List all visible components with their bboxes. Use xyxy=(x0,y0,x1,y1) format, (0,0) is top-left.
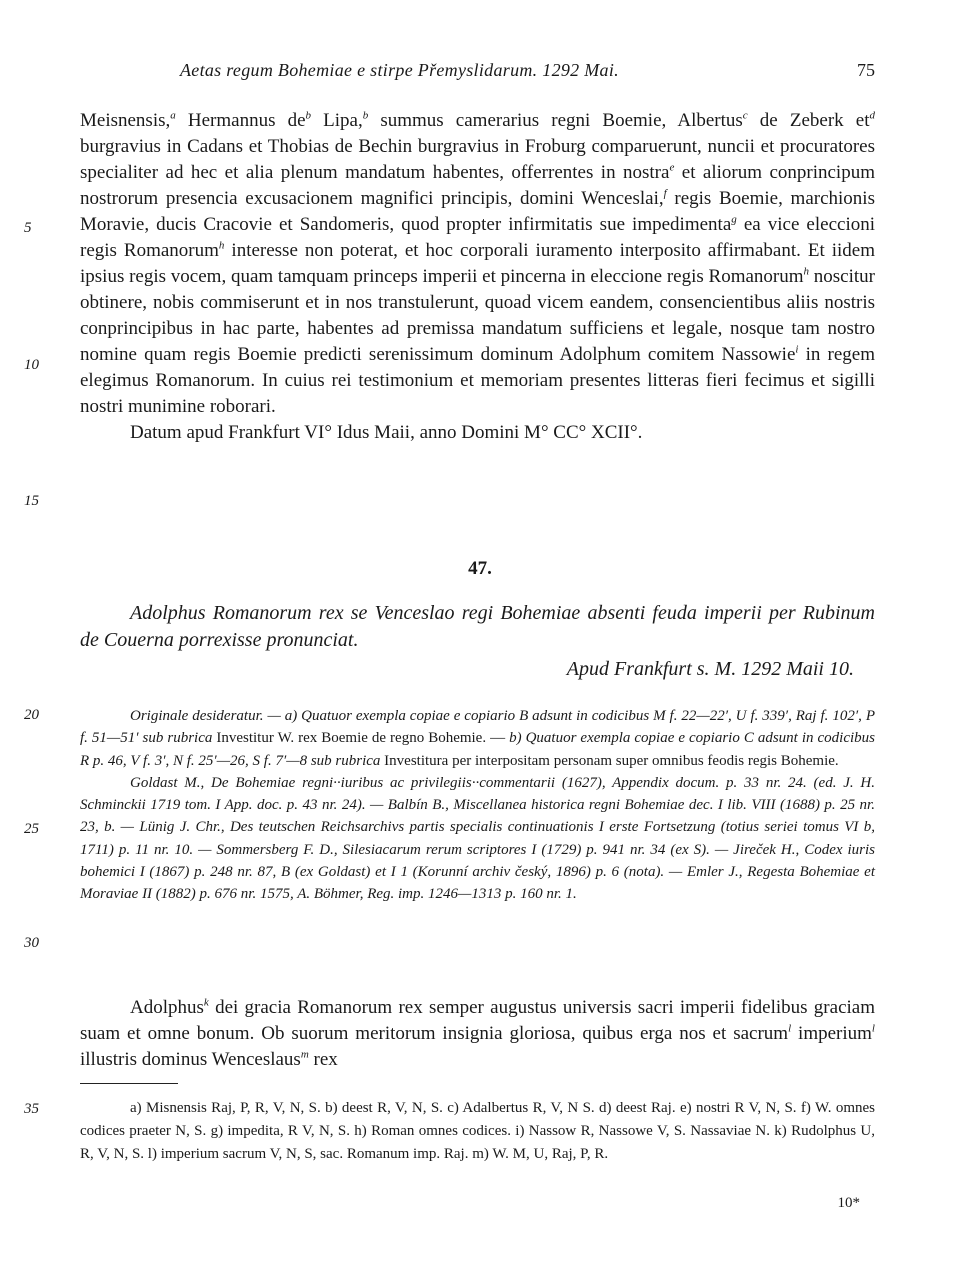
document-date: Apud Frankfurt s. M. 1292 Maii 10. xyxy=(566,658,854,680)
line-number: 15 xyxy=(24,493,39,509)
line-number: 25 xyxy=(24,821,39,837)
datum-line: Datum apud Frankfurt VI° Idus Maii, anno Domini M° CC° XCII°. xyxy=(130,422,643,443)
apparatus-sources: Originale desideratur. — a) Quatuor exempla copiae e copiario B adsunt in codicibus M f. 22—22′, U f. 339′, Raj f. 102′, P f. 51—51′ sub rubrica Investitur W. rex Boemie de regno Bohemie. — b) Quatuor exempla copiae e copiario C adsunt in codicibus R p. 46, V f. 3′, N f. 25′—26, S f. 7′—8 sub rubrica Investitura per interpositam personam super omnibus feodis regis Bohemie. xyxy=(80,708,875,769)
page-number: 75 xyxy=(857,60,875,80)
line-number: 10 xyxy=(24,357,39,373)
footnote-divider xyxy=(80,1083,178,1084)
apparatus-editions: Goldast M., De Bohemiae regni··iuribus ac privilegiis··commentarii (1627), Appendix docum. p. 33 nr. 24. (ed. J. H. Schminckii 1719 tom. I App. doc. p. 43 nr. 24). — Balbín B., Miscellanea historica regni Bohemiae dec. I lib. VIII (1688) p. 25 nr. 23, b. — Lünig J. Chr., Des teutschen Reichsarchivs partis specialis continuationis I erste Fortsetzung (totius seriei tomus VI b, 1711) p. 11 nr. 10. — Sommersberg F. D., Silesiacarum rerum scriptores I (1729) p. 941 nr. 34 (ex S). — Jireček H., Codex iuris bohemici I (1867) p. 248 nr. 87, B (ex Goldast) et I 1 (Korunní archiv český, 1896) p. 6 (nota). — Emler J., Regesta Bohemiae et Moraviae II (1882) p. 676 nr. 1575, A. Böhmer, Reg. imp. 1246—1313 p. 160 nr. 1. xyxy=(80,774,875,903)
footnote-list: a) Misnensis Raj, P, R, V, N, S. b) deest R, V, N, S. c) Adalbertus R, V, N S. d) deest Raj. e) nostri R V, N, S. f) W. omnes codices praeter N, S. g) impedita, R V, N, S. h) Roman omnes codices. i) Nassow R, Nassowe V, S. Nassaviae N. k) Rudolphus U, R, V, N, S. l) imperium sacrum V, N, S, sac. Romanum imp. Raj. m) W. M, U, Raj, P, R. xyxy=(80,1100,875,1162)
critical-apparatus xyxy=(80,705,875,906)
document-title: Adolphus Romanorum rex se Venceslao regi Bohemiae absenti feuda imperii per Rubinum de Couerna porrexisse pronunciat. xyxy=(80,602,875,651)
page-header xyxy=(80,60,875,90)
running-title: Aetas regum Bohemiae e stirpe Přemyslidarum. 1292 Mai. xyxy=(180,60,619,80)
document-number: 47. xyxy=(468,558,492,579)
line-number: 5 xyxy=(24,220,32,236)
charter-paragraph: Adolphus$^k$ dei gracia Romanorum rex semper augustus universis sacri imperii fidelibus graciam suam et omne bonum. Ob suorum meritorum insignia gloriosa, quibus erga nos et sacrum$^l$ imperium$^l$ illustris dominus Wenceslaus$^m$ rex xyxy=(80,996,875,1070)
line-number: 20 xyxy=(24,707,39,723)
line-number: 35 xyxy=(24,1101,39,1117)
line-number: 30 xyxy=(24,935,39,951)
main-text xyxy=(80,108,875,446)
main-paragraph: Meisnensis,$^a$ Hermannus $de^b$ Lipa,$^b$ summus camerarius regni Boemie, Albertus$^c$ de Zeberk $et^d$ burgravius in Cadans et Thobias de Bechin burgravius in Froburg comparuerunt, nuncii et procuratores specialiter ad hec et alia plenum mandatum habentes, offerrentes in nostra$^e$ et aliorum conprincipum nostrorum presencia excusacionem magnifici principis, domini Wenceslai,$^f$ regis Boemie, marchionis Moravie, ducis Cracovie et Sandomeris, quod propter infirmitatis sue impedimenta$^g$ ea vice eleccioni regis Romanorum$^h$ interesse non poterat, et hoc corporali iuramento interposito affirmabant. Et iidem ipsius regis vocem, quam tamquam princeps imperii et pincerna in eleccione regis Romanorum$^h$ noscitur obtinere, nobis commiserunt et in nos transtulerunt, quoad vicem eandem, consencientibus aliis nostris conprincipibus in hac parte, habentes ad premissa mandatum sufficiens et legale, nosque tam nostro nomine quam regis Boemie predicti serenissimum dominum Adolphum comitem Nassowie$^i$ in regem elegimus Romanorum. In cuius rei testimonium et memoriam presentes litteras fieri fecimus et sigilli nostri munimine roborari. xyxy=(80,109,876,417)
footnotes xyxy=(80,1097,875,1166)
signature-mark: 10* xyxy=(837,1195,860,1211)
charter-text xyxy=(80,995,875,1073)
